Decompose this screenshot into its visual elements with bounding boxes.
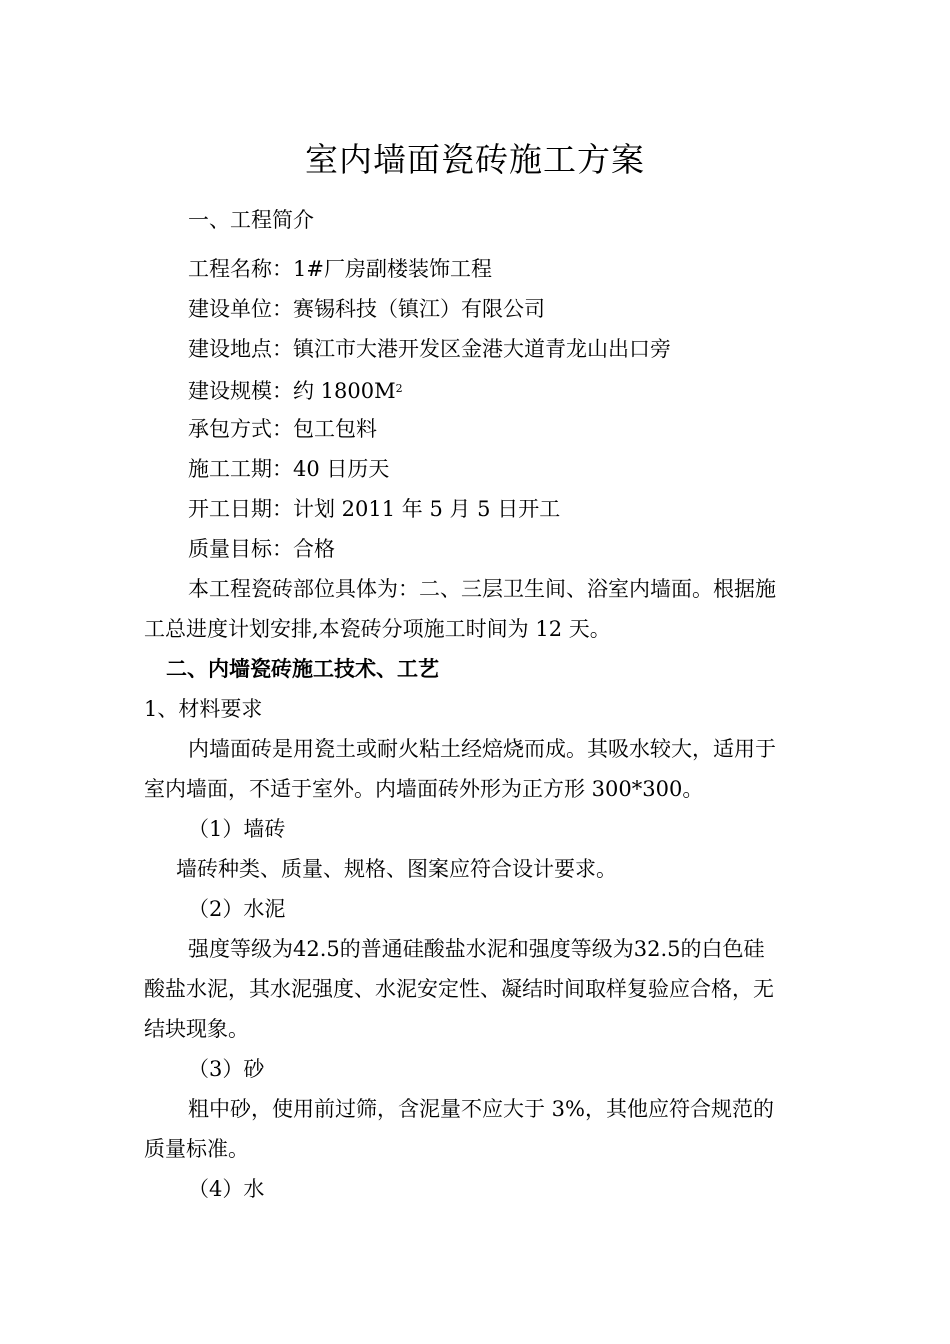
paragraph-line: 强度等级为42.5的普通硅酸盐水泥和强度等级为32.5的白色硅 xyxy=(188,937,765,961)
field-label: 质量目标： xyxy=(188,537,293,561)
paragraph-line: 质量标准。 xyxy=(144,1137,249,1161)
paragraph-line: 酸盐水泥，其水泥强度、水泥安定性、凝结时间取样复验应合格，无 xyxy=(144,977,774,1001)
item-heading: （1）墙砖 xyxy=(188,817,286,841)
paragraph-line: 工总进度计划安排,本瓷砖分项施工时间为 12 天。 xyxy=(144,617,611,641)
item-heading: （2）水泥 xyxy=(188,897,286,921)
subsection-heading: 1、材料要求 xyxy=(144,697,263,721)
field-scale xyxy=(188,374,403,406)
field-value: 赛锡科技（镇江）有限公司 xyxy=(293,297,545,321)
field-start-date xyxy=(188,494,560,524)
paragraph-line: 内墙面砖是用瓷土或耐火粘土经焙烧而成。其吸水较大，适用于 xyxy=(188,737,776,761)
field-project-name xyxy=(188,254,492,284)
field-duration xyxy=(188,454,389,484)
field-value: 计划 2011 年 5 月 5 日开工 xyxy=(293,497,561,521)
field-location xyxy=(188,334,671,364)
section1-heading: 一、工程简介 xyxy=(188,208,314,232)
field-value: 40 日历天 xyxy=(293,457,390,481)
field-label: 开工日期： xyxy=(188,497,293,521)
paragraph-line: 结块现象。 xyxy=(144,1017,249,1041)
section2-heading: 二、内墙瓷砖施工技术、工艺 xyxy=(166,657,439,681)
field-value: 镇江市大港开发区金港大道青龙山出口旁 xyxy=(293,337,671,361)
field-quality-target xyxy=(188,534,335,564)
field-value: 约 1800M xyxy=(293,379,396,403)
document-title: 室内墙面瓷砖施工方案 xyxy=(305,140,645,179)
item-heading: （3）砂 xyxy=(188,1057,265,1081)
paragraph-line: 室内墙面，不适于室外。内墙面砖外形为正方形 300*300。 xyxy=(144,777,704,801)
field-value: 1#厂房副楼装饰工程 xyxy=(293,257,492,281)
field-label: 建设规模： xyxy=(188,379,293,403)
field-label: 施工工期： xyxy=(188,457,293,481)
unit-superscript: 2 xyxy=(395,382,403,395)
field-client xyxy=(188,294,545,324)
field-label: 建设地点： xyxy=(188,337,293,361)
field-value: 合格 xyxy=(293,537,335,561)
field-label: 建设单位： xyxy=(188,297,293,321)
field-label: 承包方式： xyxy=(188,417,293,441)
paragraph-line: 粗中砂，使用前过筛，含泥量不应大于 3%，其他应符合规范的 xyxy=(188,1097,774,1121)
field-contract-mode xyxy=(188,414,377,444)
paragraph-line: 本工程瓷砖部位具体为：二、三层卫生间、浴室内墙面。根据施 xyxy=(188,577,776,601)
field-value: 包工包料 xyxy=(293,417,377,441)
paragraph-line: 墙砖种类、质量、规格、图案应符合设计要求。 xyxy=(176,857,617,881)
field-label: 工程名称： xyxy=(188,257,293,281)
item-heading: （4）水 xyxy=(188,1177,265,1201)
